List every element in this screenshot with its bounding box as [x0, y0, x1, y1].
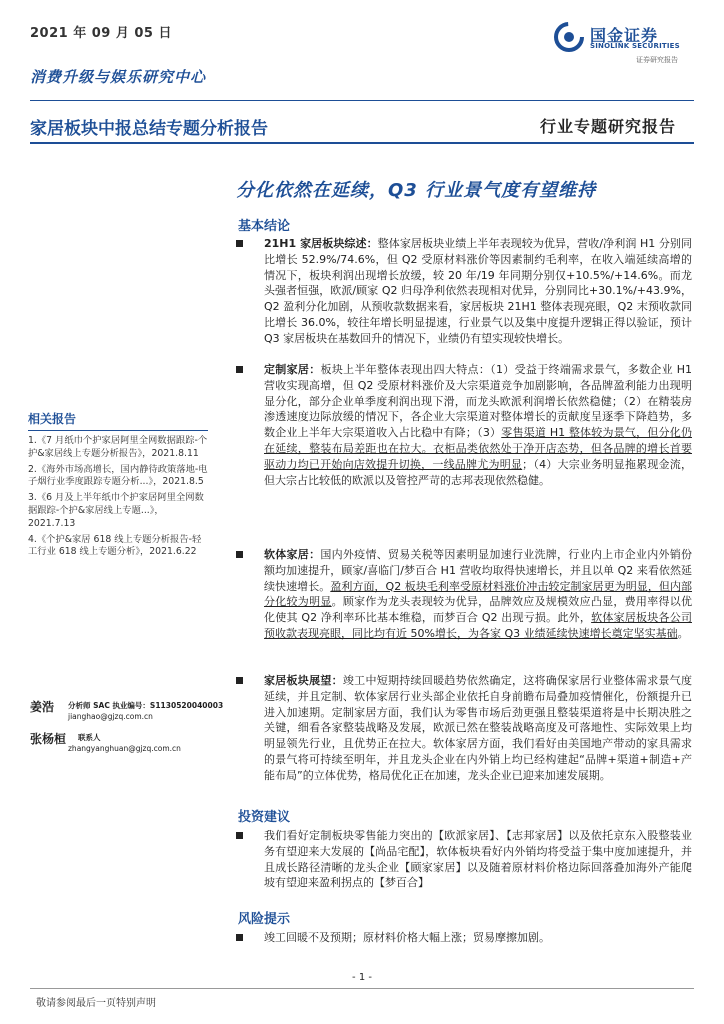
- footer-disclaimer-note: 敬请参阅最后一页特别声明: [36, 998, 156, 1009]
- section-basic-conclusion: 基本结论: [238, 219, 291, 234]
- contact-email[interactable]: zhangyanghuan@gjzq.com.cn: [68, 744, 181, 753]
- paragraph-body: ；（4）大宗业务明显拖累现金流，但大宗占比较低的欧派以及管控严苛的志邦表现依然稳健。: [264, 457, 693, 487]
- paragraph-body: 国内外疫情、贸易关税等因素明显加速行业洗牌，行业内上市企业内外销份额均加速提升，顾家/喜临门/梦百合 H1 营收均取得快速增长，并且以单 Q2 来看依然延续快速增长。: [264, 548, 693, 593]
- paragraph-underlined: 零售渠道 H1 整体较为景气，但分化仍在延续，整装布局差距也在拉大。衣柜品类依然处于净开店态势，但各品牌的增长首要驱动力均已开始向店效提升切换，一线品牌尤为明显: [264, 426, 692, 471]
- logo-subtitle: 证券研究报告: [636, 56, 678, 64]
- related-report-item[interactable]: 3.《6 月及上半年纸巾个护家居阿里全网数据跟踪-个护&家居线上专题...》，2021.7.13: [28, 492, 204, 529]
- paragraph-lead: 定制家居：: [264, 363, 321, 376]
- related-report-item[interactable]: 4.《个护&家居 618 线上专题分析报告-轻工行业 618 线上专题分析》，2021.6.22: [28, 533, 202, 558]
- related-reports-heading: 相关报告: [28, 410, 208, 431]
- analyst-role: 分析师 SAC 执业编号：S1130520040003: [68, 701, 224, 710]
- related-report-item[interactable]: 2.《海外市场高增长，国内静待政策落地-电子烟行业季度跟踪专题分析...》，2021.8.5: [28, 463, 208, 488]
- paragraph-body: 板块上半年整体表现出四大特点：（1）受益于终端需求景气，多数企业 H1 营收实现高增，但 Q2 受原材料涨价及大宗渠道竞争加剧影响，各品牌盈利能力出现明显分化，部分企业单季度利润出现下滑，而龙头欧派利润增长依然稳健；（2）在精装房渗透速度边际放缓的情况下，各企业大宗渠道对整体增长的贡献度呈逐季下降趋势，多数企业上半年大宗渠道收入占比稳中有降；（3）: [264, 363, 693, 440]
- paragraph-body: 竣工中短期持续回暖趋势依然确定，这将确保家居行业整体需求景气度延续，并且定制、软体家居行业头部企业依托自身前瞻布局叠加疫情催化，份额提升已进入加速期。定制家居方面，我们认为零售市场后劲更强且整装渠道将是中长期决胜之关键，细看各家整装战略及发展，欧派已然在整装战略高度及可落地性、实际效果上均明显领先行业，且优势正在拉大。软体家居方面，我们看好由美国地产带动的家具需求的景气将可持续至明年，并且龙头企业在内外销上均已经构建起“品牌+渠道+制造+产能布局”的立体优势，格局优化正在加速，龙头企业已迎来加速发展期。: [264, 674, 693, 782]
- page-number: - 1 -: [352, 972, 372, 983]
- paragraph-lead: 软体家居：: [264, 548, 321, 561]
- paragraph-underlined: 软体家居板块各公司预收款表现亮眼，同比均有近 50%增长，为各家 Q3 业绩延续快速增长奠定坚实基础: [264, 611, 692, 640]
- report-title: 家居板块中报总结专题分析报告: [30, 119, 268, 139]
- report-date: 2021 年 09 月 05 日: [30, 26, 172, 41]
- header-divider-bottom: [30, 142, 694, 144]
- bullet-icon: [236, 551, 243, 558]
- analyst-email[interactable]: jianghao@gjzq.com.cn: [68, 712, 153, 721]
- header-divider-top: [30, 100, 694, 101]
- section-investment-advice: 投资建议: [238, 810, 291, 825]
- paragraph-body: 。顾家作为龙头表现较为优异，品牌效应及规模效应凸显，费用率得以优化使其 Q2 净利率环比基本维稳，而梦百合 Q2 出现亏损。此外，: [264, 595, 693, 625]
- paragraph-outlook: [236, 673, 692, 784]
- main-title: 分化依然在延续，Q3 行业景气度有望维持: [236, 180, 597, 201]
- paragraph-custom-furniture: [236, 362, 692, 488]
- logo-english-name: SINOLINK SECURITIES: [590, 42, 680, 50]
- paragraph-investment-advice: [236, 828, 692, 891]
- paragraph-body: 竣工回暖不及预期；原材料价格大幅上涨；贸易摩擦加剧。: [264, 931, 550, 944]
- bullet-icon: [236, 240, 243, 247]
- sinolink-logo-icon: [554, 22, 584, 52]
- paragraph-soft-furniture: [236, 547, 692, 642]
- paragraph-underlined: 盈利方面，Q2 板块毛利率受原材料涨价冲击较定制家居更为明显，但内部分化较为明显: [264, 579, 693, 609]
- section-risk-warning: 风险提示: [238, 912, 291, 927]
- analyst-name: 姜浩: [30, 700, 55, 714]
- footer-divider: [30, 988, 694, 989]
- paragraph-lead: 21H1 家居板块综述：: [264, 237, 378, 250]
- paragraph-risk-warning: [236, 930, 692, 946]
- sinolink-logo: [554, 20, 704, 70]
- related-report-item[interactable]: 1.《7 月纸巾个护家居阿里全网数据跟踪-个护&家居线上专题分析报告》，2021.8.11: [28, 435, 208, 459]
- bullet-icon: [236, 832, 243, 839]
- bullet-icon: [236, 677, 243, 684]
- paragraph-body: 。: [677, 626, 689, 640]
- paragraph-lead: 家居板块展望：: [264, 674, 343, 687]
- contact-name: 张杨桓: [30, 732, 67, 746]
- paragraph-body: 整体家居板块业绩上半年表现较为优异，营收/净利润 H1 分别同比增长 52.9%/74.6%，但 Q2 受原材料涨价等因素制约毛利率，在收入端延续高增的情况下，板块利润出现增长放缓，较 20 年/19 年同期分别仅+10.5%/+14.6%。而龙头强者恒强，欧派/顾家 Q2 归母净利依然表现相对优异，分别同比+30.1%/+43.9%，Q2 盈利分化加剧，从预收款数据来看，家居板块 21H1 整体表现亮眼，Q2 末预收款同比增长 36.0%，较往年增长明显提速，行业景气以及集中度提升逻辑正得以验证，预计 Q3 家居板块在基数回升的情况下，业绩仍有望实现较快增长。: [264, 237, 692, 345]
- paragraph-body: 我们看好定制板块零售能力突出的【欧派家居】、【志邦家居】以及依托京东入股整装业务有望迎来大发展的【尚品宅配】，软体板块看好内外销均将受益于集中度加速提升，并且成长路径清晰的龙头企业【顾家家居】以及随着原材料价格边际回落叠加海外产能爬坡有望迎来盈利拐点的【梦百合】: [264, 829, 692, 890]
- bullet-icon: [236, 366, 243, 373]
- paragraph-sector-overview: [236, 236, 692, 347]
- report-type: 行业专题研究报告: [540, 117, 677, 136]
- logo-chinese-name: 国金证券: [590, 26, 659, 45]
- bullet-icon: [236, 934, 243, 941]
- contact-role: 联系人: [78, 733, 101, 742]
- related-reports-panel: [28, 410, 208, 562]
- research-center-name: 消费升级与娱乐研究中心: [30, 68, 207, 86]
